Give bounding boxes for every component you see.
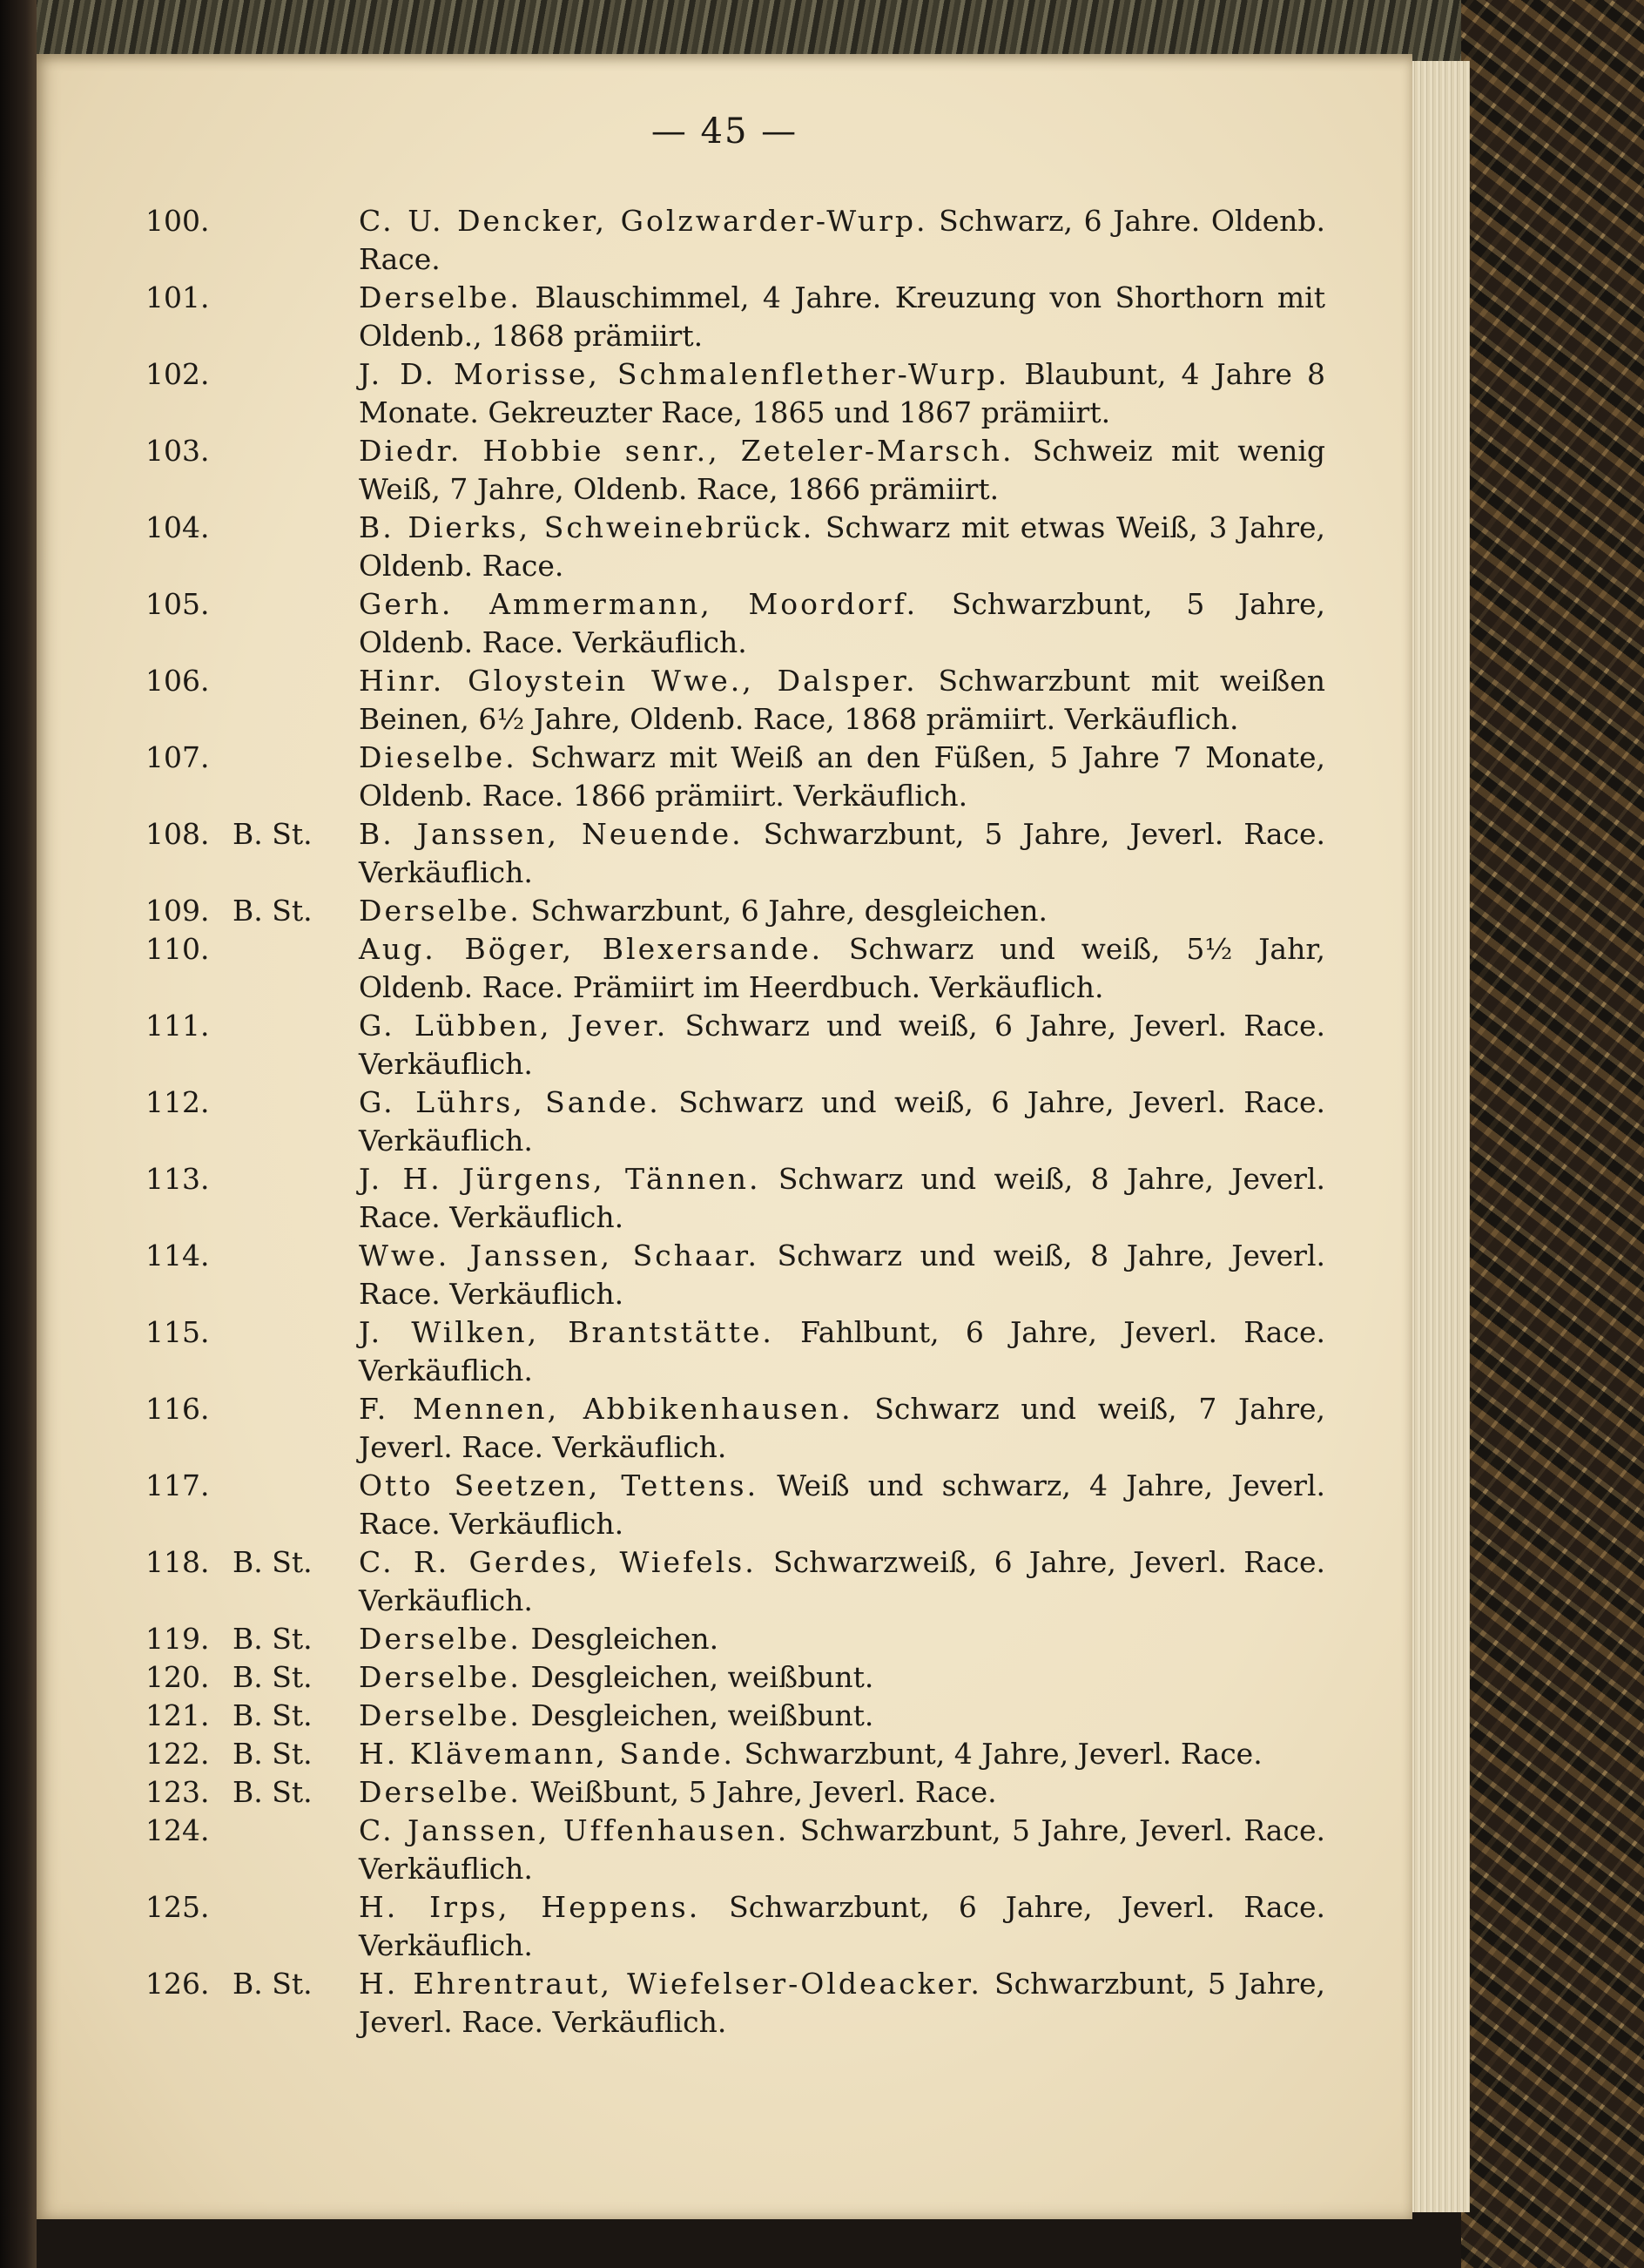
- entry-description: [359, 1160, 1325, 1237]
- entry-description: [359, 1467, 1325, 1543]
- entry-number: 111.: [145, 1009, 210, 1043]
- entry-details: Desgleichen, weißbunt.: [530, 1698, 874, 1732]
- entry-owner: Derselbe.: [359, 894, 522, 928]
- entry-details: Desgleichen.: [530, 1622, 719, 1656]
- entry-number: 123.: [145, 1775, 210, 1809]
- entry-description: [359, 432, 1325, 509]
- entry-details: Schwarz und weiß, 8 Jahre, Jeverl. Race. Verkäuflich.: [359, 1239, 1325, 1311]
- entry-number: 117.: [145, 1468, 210, 1502]
- entry-owner: H. Irps, Heppens.: [359, 1890, 701, 1924]
- entry-number: 122.: [145, 1737, 210, 1771]
- entry-details: Schwarz und weiß, 8 Jahre, Jeverl. Race. Verkäuflich.: [359, 1162, 1325, 1234]
- entry-details: Schwarz und weiß, 6 Jahre, Jeverl. Race. Verkäuflich.: [359, 1085, 1325, 1158]
- list-item: [37, 509, 1412, 585]
- list-item: [37, 1735, 1412, 1773]
- entry-owner: Derselbe.: [359, 1698, 522, 1732]
- entry-details: Schwarzbunt, 6 Jahre, desgleichen.: [530, 894, 1048, 928]
- list-item: [37, 1237, 1412, 1313]
- entry-details: Schwarzbunt, 6 Jahre, Jeverl. Race. Verkäuflich.: [359, 1890, 1325, 1962]
- entry-number: 107.: [145, 740, 210, 774]
- entry-number: 100.: [145, 204, 210, 238]
- entry-number: 113.: [145, 1162, 210, 1196]
- entry-owner: Dieselbe.: [359, 740, 517, 774]
- entry-owner: Diedr. Hobbie senr., Zeteler-Marsch.: [359, 434, 1014, 468]
- entry-details: Blauschimmel, 4 Jahre. Kreuzung von Shorthorn mit Oldenb., 1868 prämiirt.: [359, 280, 1325, 353]
- entry-owner: F. Mennen, Abbikenhausen.: [359, 1392, 853, 1426]
- entry-mark: B. St.: [232, 817, 313, 851]
- entry-owner: Aug. Böger, Blexersande.: [359, 932, 824, 966]
- entry-details: Schwarz und weiß, 6 Jahre, Jeverl. Race. Verkäuflich.: [359, 1009, 1325, 1081]
- entry-number: 101.: [145, 280, 210, 314]
- entry-number: 115.: [145, 1315, 210, 1349]
- entry-owner: Derselbe.: [359, 1622, 522, 1656]
- entry-description: [359, 1697, 1325, 1735]
- list-item: [37, 892, 1412, 930]
- list-item: [37, 1543, 1412, 1620]
- entry-number: 114.: [145, 1239, 210, 1272]
- entry-description: [359, 585, 1325, 662]
- entry-number: 125.: [145, 1890, 210, 1924]
- list-item: [37, 585, 1412, 662]
- list-item: [37, 279, 1412, 355]
- page-number: — 45 —: [650, 111, 798, 152]
- entry-owner: H. Klävemann, Sande.: [359, 1737, 735, 1771]
- entry-number: 104.: [145, 510, 210, 544]
- list-item: [37, 815, 1412, 892]
- list-item: [37, 930, 1412, 1007]
- entry-description: [359, 815, 1325, 892]
- entry-owner: Otto Seetzen, Tettens.: [359, 1468, 759, 1502]
- list-item: [37, 432, 1412, 509]
- book-binding-edge: [0, 0, 37, 2268]
- list-item: [37, 1007, 1412, 1083]
- list-item: [37, 1083, 1412, 1160]
- list-item: [37, 1697, 1412, 1735]
- entry-details: Fahlbunt, 6 Jahre, Jeverl. Race. Verkäuflich.: [359, 1315, 1325, 1387]
- entry-details: Schwarzweiß, 6 Jahre, Jeverl. Race. Verkäuflich.: [359, 1545, 1325, 1617]
- list-item: [37, 1313, 1412, 1390]
- entry-owner: Wwe. Janssen, Schaar.: [359, 1239, 759, 1272]
- entry-description: [359, 1888, 1325, 1965]
- entry-mark: B. St.: [232, 1622, 313, 1656]
- entry-description: [359, 1773, 1325, 1812]
- entry-owner: C. R. Gerdes, Wiefels.: [359, 1545, 757, 1579]
- entry-description: [359, 892, 1325, 930]
- list-item: [37, 739, 1412, 815]
- entry-description: [359, 1390, 1325, 1467]
- entry-owner: J. Wilken, Brantstätte.: [359, 1315, 774, 1349]
- entry-owner: B. Janssen, Neuende.: [359, 817, 744, 851]
- entry-owner: Hinr. Gloystein Wwe., Dalsper.: [359, 664, 918, 698]
- entry-description: [359, 202, 1325, 279]
- marbled-endpaper-edge: [1461, 0, 1644, 2268]
- entry-mark: B. St.: [232, 1775, 313, 1809]
- entry-details: Schwarzbunt mit weißen Beinen, 6½ Jahre, Oldenb. Race, 1868 prämiirt. Verkäuflich.: [359, 664, 1326, 736]
- entry-number: 106.: [145, 664, 210, 698]
- entry-details: Schwarz und weiß, 7 Jahre, Jeverl. Race. Verkäuflich.: [359, 1392, 1325, 1464]
- entry-details: Schwarzbunt, 5 Jahre, Jeverl. Race. Verkäuflich.: [359, 1967, 1325, 2039]
- entry-number: 112.: [145, 1085, 210, 1119]
- entry-description: [359, 355, 1325, 432]
- entry-owner: C. Janssen, Uffenhausen.: [359, 1813, 790, 1847]
- entry-description: [359, 1007, 1325, 1083]
- entry-mark: B. St.: [232, 1545, 313, 1579]
- entry-description: [359, 1543, 1325, 1620]
- entry-number: 103.: [145, 434, 210, 468]
- list-item: [37, 1773, 1412, 1812]
- entry-number: 108.: [145, 817, 210, 851]
- entry-number: 124.: [145, 1813, 210, 1847]
- entry-mark: B. St.: [232, 1698, 313, 1732]
- entry-details: Weißbunt, 5 Jahre, Jeverl. Race.: [530, 1775, 997, 1809]
- entry-description: [359, 1313, 1325, 1390]
- entry-description: [359, 1812, 1325, 1888]
- list-item: [37, 355, 1412, 432]
- entry-description: [359, 1620, 1325, 1658]
- list-item: [37, 202, 1412, 279]
- list-item: [37, 1812, 1412, 1888]
- entry-details: Schwarzbunt, 5 Jahre, Jeverl. Race. Verkäuflich.: [359, 817, 1325, 889]
- entry-owner: G. Lübben, Jever.: [359, 1009, 669, 1043]
- entry-owner: Derselbe.: [359, 280, 522, 314]
- entry-details: Schwarzbunt, 5 Jahre, Jeverl. Race. Verkäuflich.: [359, 1813, 1325, 1886]
- entry-mark: B. St.: [232, 1737, 313, 1771]
- entry-description: [359, 1083, 1325, 1160]
- entry-number: 109.: [145, 894, 210, 928]
- entry-number: 116.: [145, 1392, 210, 1426]
- entry-description: [359, 1658, 1325, 1697]
- entry-description: [359, 279, 1325, 355]
- entry-mark: B. St.: [232, 1660, 313, 1694]
- entry-details: Schwarzbunt, 4 Jahre, Jeverl. Race.: [744, 1737, 1263, 1771]
- entry-mark: B. St.: [232, 1967, 313, 2001]
- entry-owner: B. Dierks, Schweinebrück.: [359, 510, 815, 544]
- list-item: [37, 1965, 1412, 2042]
- list-item: [37, 1658, 1412, 1697]
- entry-description: [359, 930, 1325, 1007]
- entry-owner: C. U. Dencker, Golzwarder-Wurp.: [359, 204, 928, 238]
- entry-details: Desgleichen, weißbunt.: [530, 1660, 874, 1694]
- entry-number: 119.: [145, 1622, 210, 1656]
- entry-details: Blaubunt, 4 Jahre 8 Monate. Gekreuzter Race, 1865 und 1867 prämiirt.: [359, 357, 1325, 429]
- entry-number: 105.: [145, 587, 210, 621]
- entry-number: 126.: [145, 1967, 210, 2001]
- entry-details: Schwarz und weiß, 5½ Jahr, Oldenb. Race. Prämiirt im Heerdbuch. Verkäuflich.: [359, 932, 1325, 1004]
- entry-owner: J. D. Morisse, Schmalenflether-Wurp.: [359, 357, 1010, 391]
- entry-details: Schwarzbunt, 5 Jahre, Oldenb. Race. Verkäuflich.: [359, 587, 1325, 659]
- entry-details: Weiß und schwarz, 4 Jahre, Jeverl. Race. Verkäuflich.: [359, 1468, 1326, 1541]
- entry-description: [359, 1735, 1325, 1773]
- entry-description: [359, 1965, 1325, 2042]
- entry-list: [37, 202, 1412, 2042]
- entry-number: 121.: [145, 1698, 210, 1732]
- entry-description: [359, 739, 1325, 815]
- entry-owner: J. H. Jürgens, Tännen.: [359, 1162, 761, 1196]
- book-page: [37, 54, 1412, 2219]
- entry-owner: H. Ehrentraut, Wiefelser-Oldeacker.: [359, 1967, 982, 2001]
- entry-description: [359, 662, 1325, 739]
- entry-owner: G. Lührs, Sande.: [359, 1085, 661, 1119]
- list-item: [37, 1160, 1412, 1237]
- list-item: [37, 1467, 1412, 1543]
- list-item: [37, 1620, 1412, 1658]
- entry-details: Schwarz mit Weiß an den Füßen, 5 Jahre 7 Monate, Oldenb. Race. 1866 prämiirt. Verkäuflich.: [359, 740, 1325, 813]
- entry-owner: Gerh. Ammermann, Moordorf.: [359, 587, 919, 621]
- entry-details: Schwarz, 6 Jahre. Oldenb. Race.: [359, 204, 1325, 276]
- entry-owner: Derselbe.: [359, 1775, 522, 1809]
- entry-description: [359, 1237, 1325, 1313]
- list-item: [37, 1888, 1412, 1965]
- list-item: [37, 662, 1412, 739]
- entry-number: 120.: [145, 1660, 210, 1694]
- entry-owner: Derselbe.: [359, 1660, 522, 1694]
- entry-mark: B. St.: [232, 894, 313, 928]
- entry-details: Schweiz mit wenig Weiß, 7 Jahre, Oldenb. Race, 1866 prämiirt.: [359, 434, 1325, 506]
- entry-number: 110.: [145, 932, 210, 966]
- entry-number: 102.: [145, 357, 210, 391]
- list-item: [37, 1390, 1412, 1467]
- entry-description: [359, 509, 1325, 585]
- entry-details: Schwarz mit etwas Weiß, 3 Jahre, Oldenb. Race.: [359, 510, 1325, 583]
- entry-number: 118.: [145, 1545, 210, 1579]
